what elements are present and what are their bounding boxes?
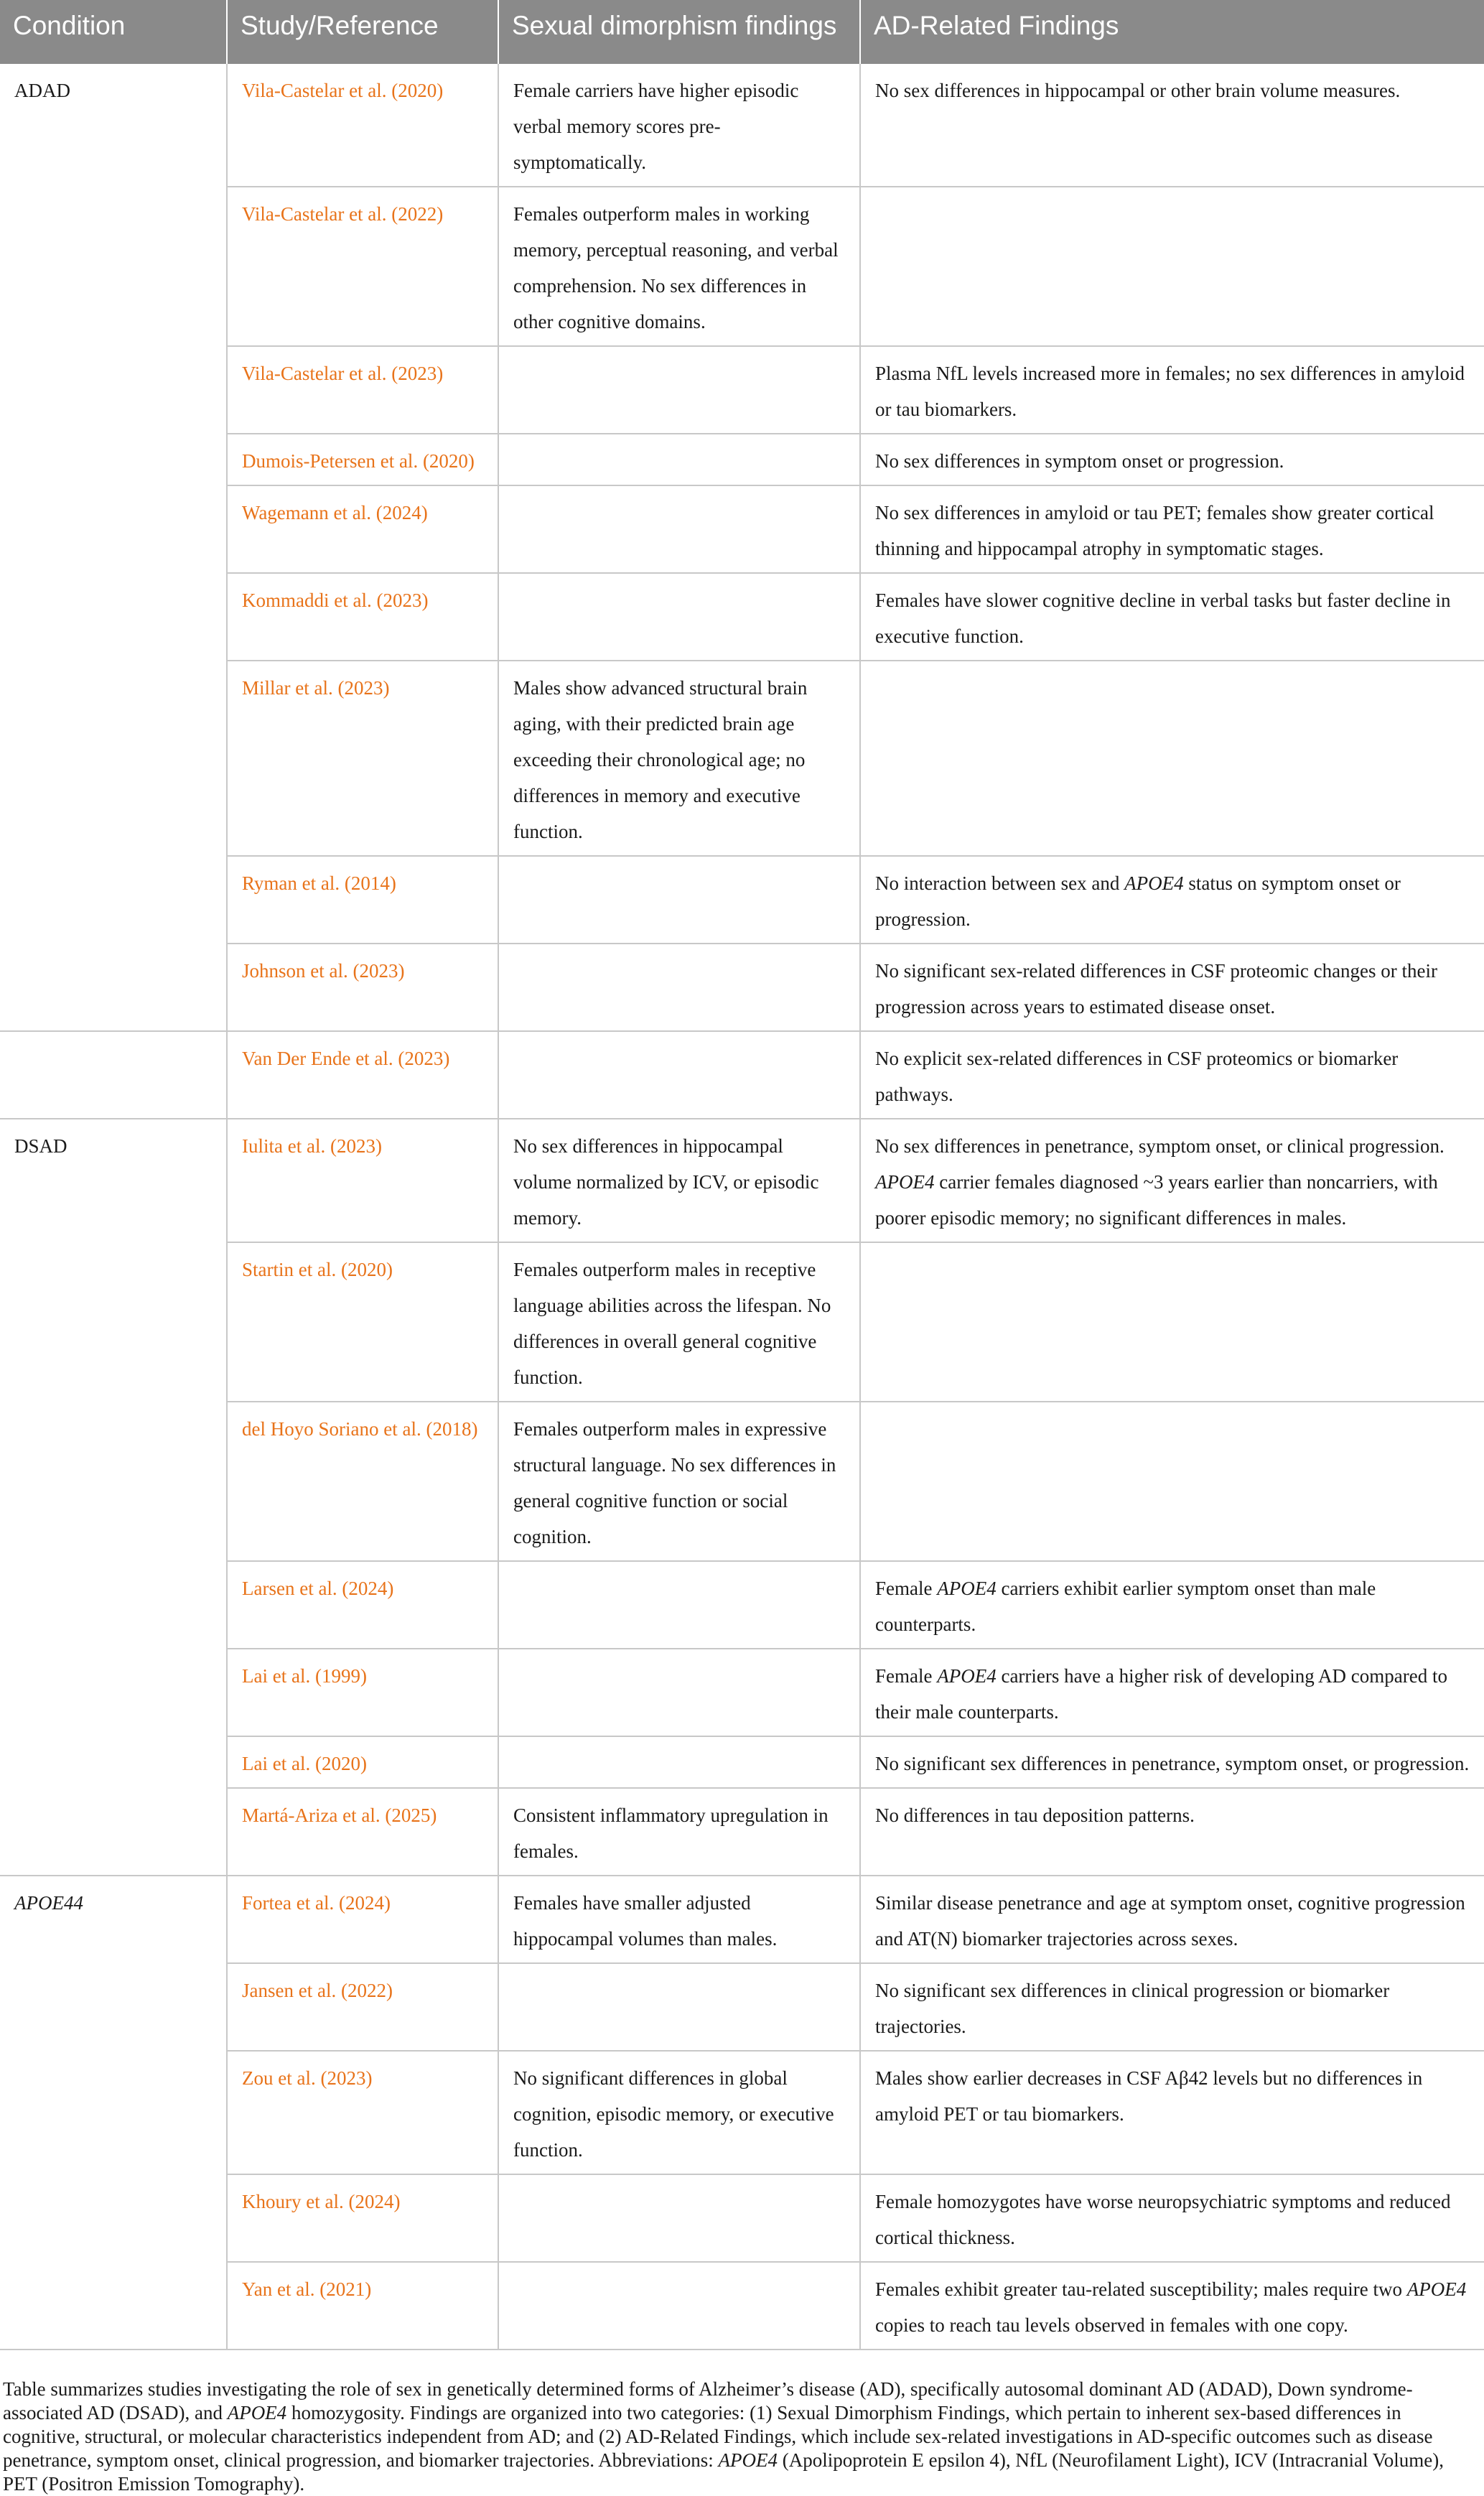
ad-text: Female — [875, 1665, 938, 1687]
dimorphism-cell: Consistent inflammatory upregulation in females. — [498, 1788, 860, 1876]
study-reference-link[interactable]: Kommaddi et al. (2023) — [227, 573, 498, 661]
table-row — [0, 1876, 1484, 1963]
footnote-text: homozygosity. Findings are organized into two categories: (1) Sexual Dimorphism Findings, which pertain to inherent sex-based differences in cognitive, structural, or molecular characteristics independent from AD; and (2) AD-Related Findings, which include sex-related investigations in AD-specific outcomes such as disease penetrance, symptom onset, clinical progression, and biomarker trajectories. Abbreviations: — [3, 2402, 1433, 2471]
ad-text: carrier females diagnosed ~3 years earlier than noncarriers, with poorer episodic memory; no significant differences in males. — [875, 1171, 1438, 1229]
ad-findings-cell: Females have slower cognitive decline in verbal tasks but faster decline in executive function. — [860, 573, 1484, 661]
dimorphism-cell: Female carriers have higher episodic verbal memory scores pre-symptomatically. — [498, 64, 860, 187]
table-row — [0, 1119, 1484, 1242]
ad-text: Female — [875, 1578, 938, 1599]
ad-text — [875, 1164, 1470, 1236]
study-reference-link[interactable]: Van Der Ende et al. (2023) — [227, 1031, 498, 1119]
header-sexual-dimorphism: Sexual dimorphism findings — [498, 0, 860, 64]
footnote-text: Table summarizes studies investigating the role of sex in genetically determined forms of Alzheimer’s disease (AD), specifically autosomal dominant AD (ADAD), Down syndrome-associated AD (DSAD), and — [3, 2378, 1413, 2423]
study-reference-link[interactable]: Fortea et al. (2024) — [227, 1876, 498, 1963]
study-reference-link[interactable]: Startin et al. (2020) — [227, 1242, 498, 1402]
study-reference-link[interactable]: Martá-Ariza et al. (2025) — [227, 1788, 498, 1876]
study-reference-link[interactable]: Johnson et al. (2023) — [227, 944, 498, 1031]
header-study-reference: Study/Reference — [227, 0, 498, 64]
dimorphism-cell — [498, 944, 860, 1031]
gene-name: APOE4 — [1406, 2278, 1467, 2300]
ad-text: No interaction between sex and — [875, 872, 1125, 894]
study-reference-link[interactable]: Vila-Castelar et al. (2020) — [227, 64, 498, 187]
ad-findings-cell — [860, 661, 1484, 856]
dimorphism-cell: Males show advanced structural brain aging, with their predicted brain age exceeding their chronological age; no differences in memory and executive function. — [498, 661, 860, 856]
table-footnote — [0, 2378, 1484, 2496]
dimorphism-cell: No significant differences in global cognition, episodic memory, or executive function. — [498, 2051, 860, 2174]
ad-findings-cell — [860, 1402, 1484, 1561]
table-row — [0, 64, 1484, 187]
header-ad-related: AD-Related Findings — [860, 0, 1484, 64]
dimorphism-cell — [498, 1963, 860, 2051]
condition-adad: ADAD — [0, 64, 227, 1031]
ad-text: carriers exhibit earlier symptom onset than male counterparts. — [875, 1578, 1376, 1635]
ad-text: carriers have a higher risk of developing AD compared to their male counterparts. — [875, 1665, 1447, 1723]
study-reference-link[interactable]: Lai et al. (1999) — [227, 1649, 498, 1736]
ad-findings-cell: No sex differences in hippocampal or other brain volume measures. — [860, 64, 1484, 187]
header-row — [0, 0, 1484, 64]
study-reference-link[interactable]: Ryman et al. (2014) — [227, 856, 498, 944]
dimorphism-cell: Females outperform males in expressive structural language. No sex differences in general cognitive function or social cognition. — [498, 1402, 860, 1561]
gene-name: APOE4 — [937, 1578, 997, 1599]
dimorphism-cell: Females outperform males in receptive language abilities across the lifespan. No differences in overall general cognitive function. — [498, 1242, 860, 1402]
ad-findings-cell: Males show earlier decreases in CSF Aβ42 levels but no differences in amyloid PET or tau biomarkers. — [860, 2051, 1484, 2174]
dimorphism-cell — [498, 1736, 860, 1788]
gene-name: APOE4 — [227, 2402, 287, 2423]
ad-findings-cell: Female homozygotes have worse neuropsychiatric symptoms and reduced cortical thickness. — [860, 2174, 1484, 2262]
condition-empty — [0, 1031, 227, 1119]
ad-text: No sex differences in penetrance, symptom onset, or clinical progression. — [875, 1135, 1445, 1157]
condition-dsad: DSAD — [0, 1119, 227, 1876]
ad-findings-cell: No significant sex differences in clinical progression or biomarker trajectories. — [860, 1963, 1484, 2051]
gene-name: APOE4 — [718, 2449, 778, 2471]
study-reference-link[interactable]: Vila-Castelar et al. (2023) — [227, 346, 498, 434]
ad-findings-cell: No significant sex-related differences in CSF proteomic changes or their progression across years to estimated disease onset. — [860, 944, 1484, 1031]
study-reference-link[interactable]: Wagemann et al. (2024) — [227, 485, 498, 573]
ad-findings-cell — [860, 1242, 1484, 1402]
gene-name: APOE4 — [937, 1665, 997, 1687]
ad-findings-cell — [860, 1119, 1484, 1242]
dimorphism-cell — [498, 2262, 860, 2350]
ad-text: status on symptom onset or progression. — [875, 872, 1401, 930]
study-reference-link[interactable]: Millar et al. (2023) — [227, 661, 498, 856]
ad-findings-cell: No explicit sex-related differences in CSF proteomics or biomarker pathways. — [860, 1031, 1484, 1119]
ad-findings-cell: No differences in tau deposition patterns. — [860, 1788, 1484, 1876]
study-reference-link[interactable]: Khoury et al. (2024) — [227, 2174, 498, 2262]
dimorphism-cell: No sex differences in hippocampal volume normalized by ICV, or episodic memory. — [498, 1119, 860, 1242]
header-condition: Condition — [0, 0, 227, 64]
study-reference-link[interactable]: Zou et al. (2023) — [227, 2051, 498, 2174]
study-reference-link[interactable]: del Hoyo Soriano et al. (2018) — [227, 1402, 498, 1561]
dimorphism-cell — [498, 346, 860, 434]
ad-findings-cell — [860, 2262, 1484, 2350]
dimorphism-cell — [498, 1561, 860, 1649]
gene-name: APOE4 — [875, 1171, 935, 1193]
ad-text: copies to reach tau levels observed in females with one copy. — [875, 2314, 1348, 2336]
gene-name: APOE4 — [1124, 872, 1184, 894]
dimorphism-cell: Females outperform males in working memory, perceptual reasoning, and verbal comprehension. No sex differences in other cognitive domains. — [498, 187, 860, 346]
ad-findings-cell: Similar disease penetrance and age at symptom onset, cognitive progression and AT(N) biomarker trajectories across sexes. — [860, 1876, 1484, 1963]
ad-findings-cell: No sex differences in amyloid or tau PET; females show greater cortical thinning and hippocampal atrophy in symptomatic stages. — [860, 485, 1484, 573]
dimorphism-cell — [498, 434, 860, 485]
study-reference-link[interactable]: Yan et al. (2021) — [227, 2262, 498, 2350]
ad-findings-cell — [860, 1561, 1484, 1649]
dimorphism-cell — [498, 485, 860, 573]
study-reference-link[interactable]: Dumois-Petersen et al. (2020) — [227, 434, 498, 485]
study-reference-link[interactable]: Iulita et al. (2023) — [227, 1119, 498, 1242]
study-reference-link[interactable]: Vila-Castelar et al. (2022) — [227, 187, 498, 346]
ad-findings-cell — [860, 1649, 1484, 1736]
dimorphism-cell — [498, 1031, 860, 1119]
dimorphism-cell — [498, 856, 860, 944]
dimorphism-cell — [498, 2174, 860, 2262]
footnote-text: (Apolipoprotein E epsilon 4), NfL (Neurofilament Light), ICV (Intracranial Volume), PET (Positron Emission Tomography). — [3, 2449, 1444, 2495]
ad-findings-cell — [860, 856, 1484, 944]
ad-findings-cell: No significant sex differences in penetrance, symptom onset, or progression. — [860, 1736, 1484, 1788]
study-reference-link[interactable]: Jansen et al. (2022) — [227, 1963, 498, 2051]
dimorphism-cell — [498, 1649, 860, 1736]
study-reference-link[interactable]: Larsen et al. (2024) — [227, 1561, 498, 1649]
ad-findings-cell: No sex differences in symptom onset or progression. — [860, 434, 1484, 485]
study-reference-link[interactable]: Lai et al. (2020) — [227, 1736, 498, 1788]
dimorphism-cell: Females have smaller adjusted hippocampal volumes than males. — [498, 1876, 860, 1963]
ad-text: Females exhibit greater tau-related susceptibility; males require two — [875, 2278, 1407, 2300]
condition-apoe44: APOE44 — [0, 1876, 227, 2350]
dimorphism-cell — [498, 573, 860, 661]
table-row — [0, 1031, 1484, 1119]
ad-findings-cell — [860, 187, 1484, 346]
ad-findings-cell: Plasma NfL levels increased more in females; no sex differences in amyloid or tau biomarkers. — [860, 346, 1484, 434]
